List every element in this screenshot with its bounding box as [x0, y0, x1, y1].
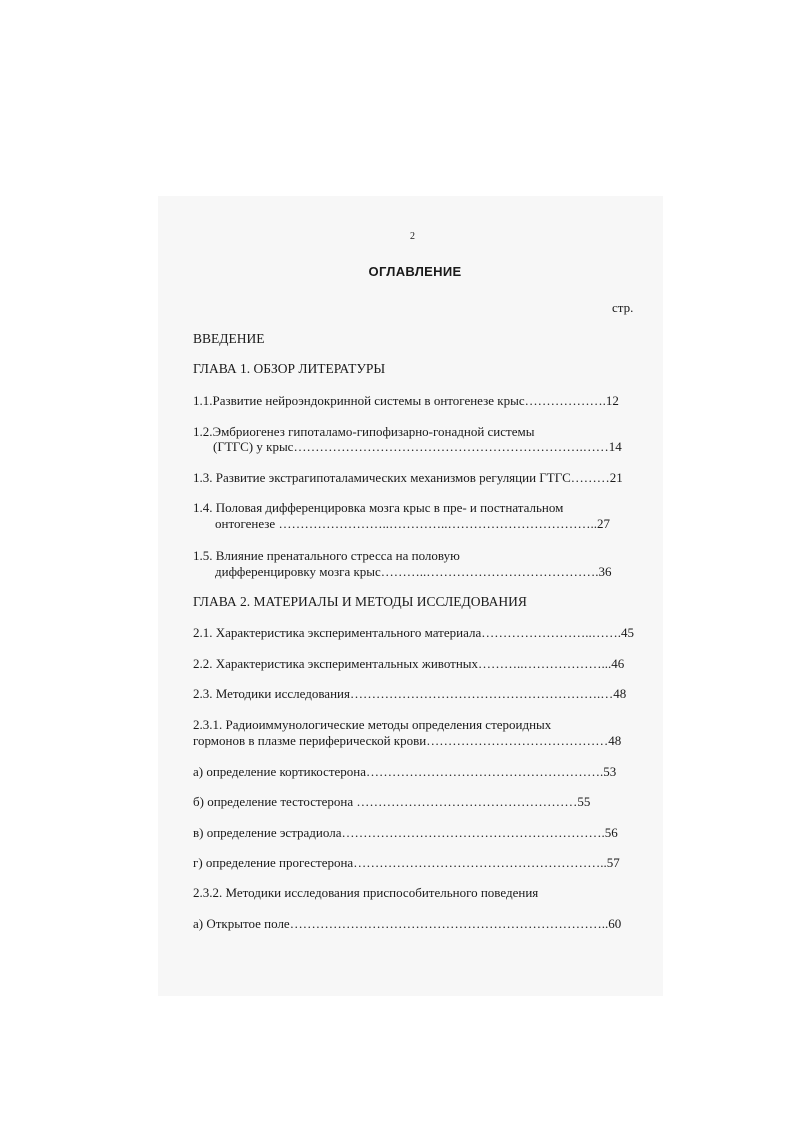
- toc-entry-2-3-1-d: г) определение прогестерона…………………………………………………..57: [193, 855, 620, 870]
- page-number: 2: [410, 231, 415, 242]
- toc-chapter-1: ГЛАВА 1. ОБЗОР ЛИТЕРАТУРЫ: [193, 361, 386, 376]
- toc-entry-1-4: 1.4. Половая дифференцировка мозга крыс в пре- и постнатальном: [193, 500, 564, 515]
- toc-entry-1-1: 1.1.Развитие нейроэндокринной системы в онтогенезе крыс……………….12: [193, 393, 619, 408]
- toc-entry-2-3-1-cont: гормонов в плазме периферической крови……………………………………48: [193, 733, 622, 748]
- toc-entry-1-4-cont: онтогенезе ……………………..…………..……………………………..27: [215, 516, 610, 531]
- toc-entry-2-3-1-b: б) определение тестостерона ……………………………………………55: [193, 794, 591, 809]
- toc-entry-1-2-cont: (ГТГС) у крыс………………………………………………………….……14: [213, 439, 622, 454]
- toc-entry-1-3: 1.3. Развитие экстрагипоталамических механизмов регуляции ГТГС………21: [193, 470, 623, 485]
- toc-entry-2-1: 2.1. Характеристика экспериментального материала……………………..…….45: [193, 625, 634, 640]
- toc-entry-2-3: 2.3. Методики исследования………………………………………………….…48: [193, 686, 627, 701]
- page-column-label: стр.: [612, 300, 634, 315]
- toc-entry-1-5-cont: дифференцировку мозга крыс………..………………………………….36: [215, 564, 612, 579]
- toc-entry-2-3-2-a: а) Открытое поле………………………………………………………………..60: [193, 916, 622, 931]
- toc-entry-1-2: 1.2.Эмбриогенез гипоталамо-гипофизарно-гонадной системы: [193, 424, 535, 439]
- page-title: ОГЛАВЛЕНИЕ: [368, 264, 462, 279]
- toc-entry-2-3-1: 2.3.1. Радиоиммунологические методы определения стероидных: [193, 717, 552, 732]
- toc-entry-2-3-1-a: а) определение кортикостерона……………………………………………….53: [193, 764, 617, 779]
- toc-entry-2-3-1-c: в) определение эстрадиола…………………………………………………….56: [193, 825, 618, 840]
- toc-entry-1-5: 1.5. Влияние пренатального стресса на половую: [193, 548, 460, 563]
- toc-entry-2-3-2: 2.3.2. Методики исследования приспособительного поведения: [193, 885, 539, 900]
- toc-chapter-2: ГЛАВА 2. МАТЕРИАЛЫ И МЕТОДЫ ИССЛЕДОВАНИЯ: [193, 594, 527, 609]
- toc-entry-2-2: 2.2. Характеристика экспериментальных животных………..………………...46: [193, 656, 625, 671]
- toc-entry-introduction: ВВЕДЕНИЕ: [193, 331, 265, 346]
